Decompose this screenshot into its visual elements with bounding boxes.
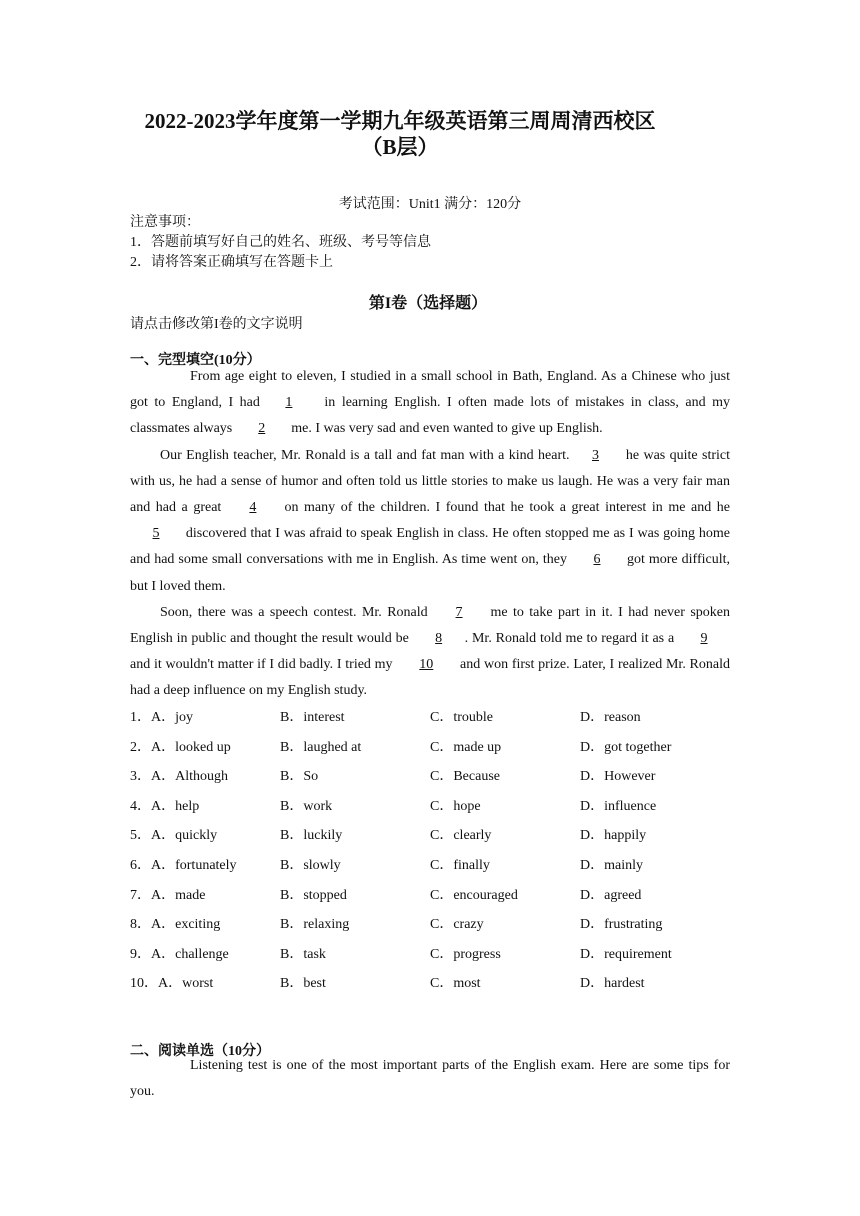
passage-text: and it wouldn't matter if I did badly. I tried my [130, 657, 397, 673]
passage-text: and won first prize. Later, I realized Mr. Ronald had a deep influence on my English study. [130, 657, 730, 699]
blank-5: 5 [152, 526, 160, 542]
option-d: D．frustrating [580, 917, 663, 933]
option-row [130, 942, 730, 972]
volume-title: 第I卷（选择题） [368, 295, 488, 312]
option-c: C．trouble [430, 710, 493, 725]
option-b: B．luckily [280, 828, 343, 844]
exam-title-line1: 2022-2023学年度第一学期九年级英语第三周周清西校区 [144, 109, 656, 133]
option-b: B．So [280, 769, 319, 785]
options-table [130, 705, 730, 1001]
option-d: D．requirement [580, 946, 672, 962]
notes-item: 2．请将答案正确填写在答题卡上 [130, 255, 333, 270]
option-d: D．influence [580, 798, 657, 814]
blank-4: 4 [249, 500, 257, 516]
option-c: C．clearly [430, 828, 492, 844]
reading-passage [130, 1053, 730, 1105]
option-b: B．laughed at [280, 739, 362, 755]
section2-heading: 二、阅读单选（10分） [130, 1044, 270, 1059]
option-d: D．got together [580, 739, 672, 755]
notes-block [130, 213, 431, 273]
passage-text: in learning English. I often made lots of mistakes in class, and my classmates always [130, 395, 731, 437]
passage-text: Our English teacher, Mr. Ronald is a tall and fat man with a kind heart. [160, 447, 570, 463]
passage-text: . Mr. Ronald told me to regard it as a [464, 631, 678, 647]
option-c: C．Because [430, 769, 500, 785]
passage-text: me to take part in it. I had never spoken English in public and thought the result would be [130, 604, 730, 647]
option-row [130, 853, 730, 883]
option-a: 1．A．joy [130, 710, 193, 725]
passage-paragraph [130, 443, 730, 600]
option-b: B．best [280, 976, 326, 992]
passage-text: discovered that I was afraid to speak English in class. He often stopped me as I was going home and had some small conversations with me in English. As time went on, they [130, 526, 730, 568]
option-c: C．finally [430, 857, 490, 873]
option-b: B．work [280, 798, 333, 814]
blank-3: 3 [592, 447, 599, 463]
blank-9: 9 [700, 631, 708, 647]
option-c: C．most [430, 976, 481, 992]
passage-text: me. I was very sad and even wanted to give up English. [287, 421, 603, 437]
option-row [130, 971, 730, 1001]
notes-heading: 注意事项： [130, 215, 200, 230]
blank-6: 6 [593, 552, 601, 568]
notes-item: 1．答题前填写好自己的姓名、班级、考号等信息 [130, 235, 431, 250]
option-b: B．stopped [280, 887, 347, 903]
option-a: 2．A．looked up [130, 739, 231, 755]
exam-title-line2: （B层） [361, 135, 439, 159]
passage-text: From age eight to eleven, I studied in a small school in Bath, England. As a Chinese who just got to England, I had [130, 369, 730, 411]
option-a: 5．A．quickly [130, 828, 218, 844]
option-b: B．relaxing [280, 917, 350, 933]
option-row [130, 883, 730, 913]
option-d: D．agreed [580, 887, 642, 903]
option-row [130, 794, 730, 824]
passage-paragraph [130, 364, 730, 443]
option-row [130, 735, 730, 765]
option-a: 9．A．challenge [130, 946, 229, 962]
blank-2: 2 [258, 421, 266, 437]
option-d: D．reason [580, 710, 641, 725]
volume-note: 请点击修改第I卷的文字说明 [130, 317, 303, 332]
passage-paragraph [130, 600, 730, 705]
passage-text: Soon, there was a speech contest. Mr. Ronald [160, 604, 434, 620]
blank-7: 7 [455, 604, 463, 620]
passage-text: on many of the children. I found that he took a great interest in me and he [278, 500, 730, 516]
blank-8: 8 [435, 631, 443, 647]
option-d: D．mainly [580, 857, 643, 873]
passage-text: he was quite strict with us, he had a sense of humor and often told us little stories to make us laugh. He was a very fair man and had a great [130, 447, 730, 516]
option-row [130, 823, 730, 853]
option-b: B．slowly [280, 857, 341, 873]
option-d: D．hardest [580, 976, 645, 992]
cloze-passage [130, 364, 730, 705]
option-c: C．encouraged [430, 887, 518, 903]
option-b: B．task [280, 946, 326, 962]
option-a: 4．A．help [130, 798, 200, 814]
option-a: 7．A．made [130, 887, 206, 903]
option-row [130, 705, 730, 735]
section1-heading: 一、完型填空(10分） [130, 353, 261, 368]
option-c: C．made up [430, 739, 502, 755]
option-a: 8．A．exciting [130, 917, 221, 933]
option-b: B．interest [280, 710, 345, 725]
passage-text: got more difficult, but I loved them. [130, 552, 730, 594]
option-d: D．happily [580, 828, 647, 844]
blank-10: 10 [419, 657, 434, 673]
option-d: D．However [580, 769, 656, 785]
option-c: C．progress [430, 946, 501, 962]
option-row [130, 912, 730, 942]
option-a: 10．A．worst [130, 976, 214, 992]
option-c: C．crazy [430, 917, 484, 933]
option-a: 6．A．fortunately [130, 857, 237, 873]
exam-scope: 考试范围：Unit1 满分：120分 [338, 197, 522, 212]
option-c: C．hope [430, 798, 481, 814]
blank-1: 1 [285, 395, 293, 411]
passage-paragraph: Listening test is one of the most important parts of the English exam. Here are some tips for you. [130, 1058, 730, 1100]
option-a: 3．A．Although [130, 769, 228, 785]
option-row [130, 764, 730, 794]
